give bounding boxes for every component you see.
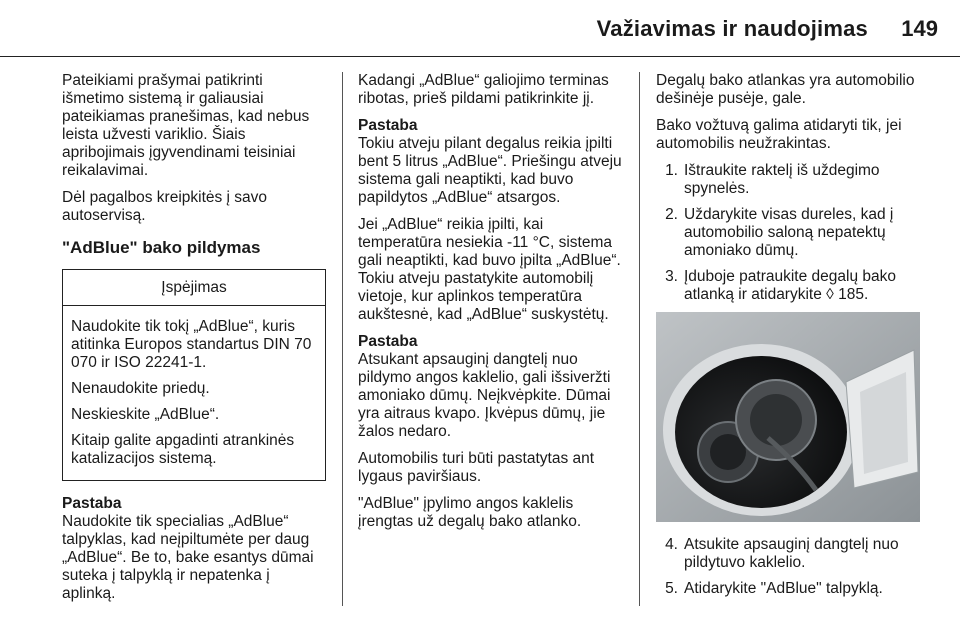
step-text: Atidarykite "AdBlue" talpyklą. [684,580,883,597]
column-1 [62,72,326,612]
paragraph: Automobilis turi būti pastatytas ant lygaus paviršiaus. [358,450,595,485]
warning-heading: Įspėjimas [63,270,325,306]
note-block [358,117,626,207]
note-block [62,495,326,603]
step-number: 2. [665,206,678,223]
section-title: "AdBlue" bako pildymas [62,238,261,257]
note-block [358,333,626,441]
warning-box [62,269,326,481]
warning-body [63,306,325,480]
step-text: Uždarykite visas dureles, kad į automobilio saloną nepatektų amoniako dūmų. [684,206,894,259]
list-item [656,580,924,598]
steps-list [656,162,924,304]
warning-text: Nenaudokite priedų. [71,380,210,397]
paragraph: Pateikiami prašymai patikrinti išmetimo sistemą ir galiausiai pateikiamas pranešimas, kad nebus leista užvesti variklio. Šiais apribojimais įgyvendinami teisiniai reikalavimai. [62,72,310,179]
list-item [656,268,924,304]
paragraph: Degalų bako atlankas yra automobilio dešinėje pusėje, gale. [656,72,915,107]
step-text: Ištraukite raktelį iš uždegimo spynelės. [684,162,880,197]
paragraph: "AdBlue" įpylimo angos kaklelis įrengtas už degalų bako atlanko. [358,495,582,530]
paragraph: Dėl pagalbos kreipkitės į savo autoservisą. [62,189,268,224]
step-text: Atsukite apsauginį dangtelį nuo pildytuvo kaklelio. [684,536,899,571]
note-text: Atsukant apsauginį dangtelį nuo pildymo angos kaklelio, gali išsiveržti amoniako dūmų. Neįkvėpkite. Dūmai yra aitraus kvapo. Įkvėpus dūmų, jie žalos nedaro. [358,351,611,440]
step-number: 3. [665,268,678,285]
note-text: Tokiu atveju pilant degalus reikia įpilti bent 5 litrus „AdBlue“. Priešingu atveju sistema gali neaptikti, kad buvo papildytos „AdBlue“ atsargos. [358,135,622,206]
warning-text: Kitaip galite apgadinti atrankinės katalizacijos sistemą. [71,432,295,467]
step-number: 4. [665,536,678,553]
column-divider-1 [342,72,343,606]
page-number: 149 [901,16,938,41]
warning-text: Neskieskite „AdBlue“. [71,406,220,423]
steps-list-continued [656,536,924,598]
step-number: 5. [665,580,678,597]
page-header-title: Važiavimas ir naudojimas [596,16,868,41]
fuel-filler-illustration [656,312,920,522]
paragraph: Jei „AdBlue“ reikia įpilti, kai temperatūra nesiekia -11 °C, sistema gali neaptikti, kad buvo įpilta „AdBlue“. Tokiu atveju pastatykite automobilį vietoje, kur aplinkos temperatūra aukštesnė, kad „AdBlue“ suskystėtų. [358,216,621,323]
step-number: 1. [665,162,678,179]
paragraph: Kadangi „AdBlue“ galiojimo terminas ribotas, prieš pildami patikrinkite jį. [358,72,609,107]
note-heading: Pastaba [358,117,418,134]
header-divider [0,56,960,57]
list-item [656,536,924,572]
warning-text: Naudokite tik tokį „AdBlue“, kuris atitinka Europos standartus DIN 70 070 ir ISO 22241-1. [71,318,312,371]
column-divider-2 [639,72,640,606]
list-item [656,162,924,198]
note-heading: Pastaba [62,495,122,512]
list-item [656,206,924,260]
paragraph: Bako vožtuvą galima atidaryti tik, jei automobilis neužrakintas. [656,117,902,152]
note-text: Naudokite tik specialias „AdBlue“ talpyklas, kad neįpiltumėte per daug „AdBlue“. Be to, bake esantys dūmai suteka į talpyklą ir nepatenka į aplinką. [62,513,314,602]
column-2 [358,72,626,540]
note-heading: Pastaba [358,333,418,350]
step-text: Įduboje patraukite degalų bako atlanką ir atidarykite ◊ 185. [684,268,896,303]
column-3 [656,72,924,606]
fuel-cap-center [750,394,802,446]
